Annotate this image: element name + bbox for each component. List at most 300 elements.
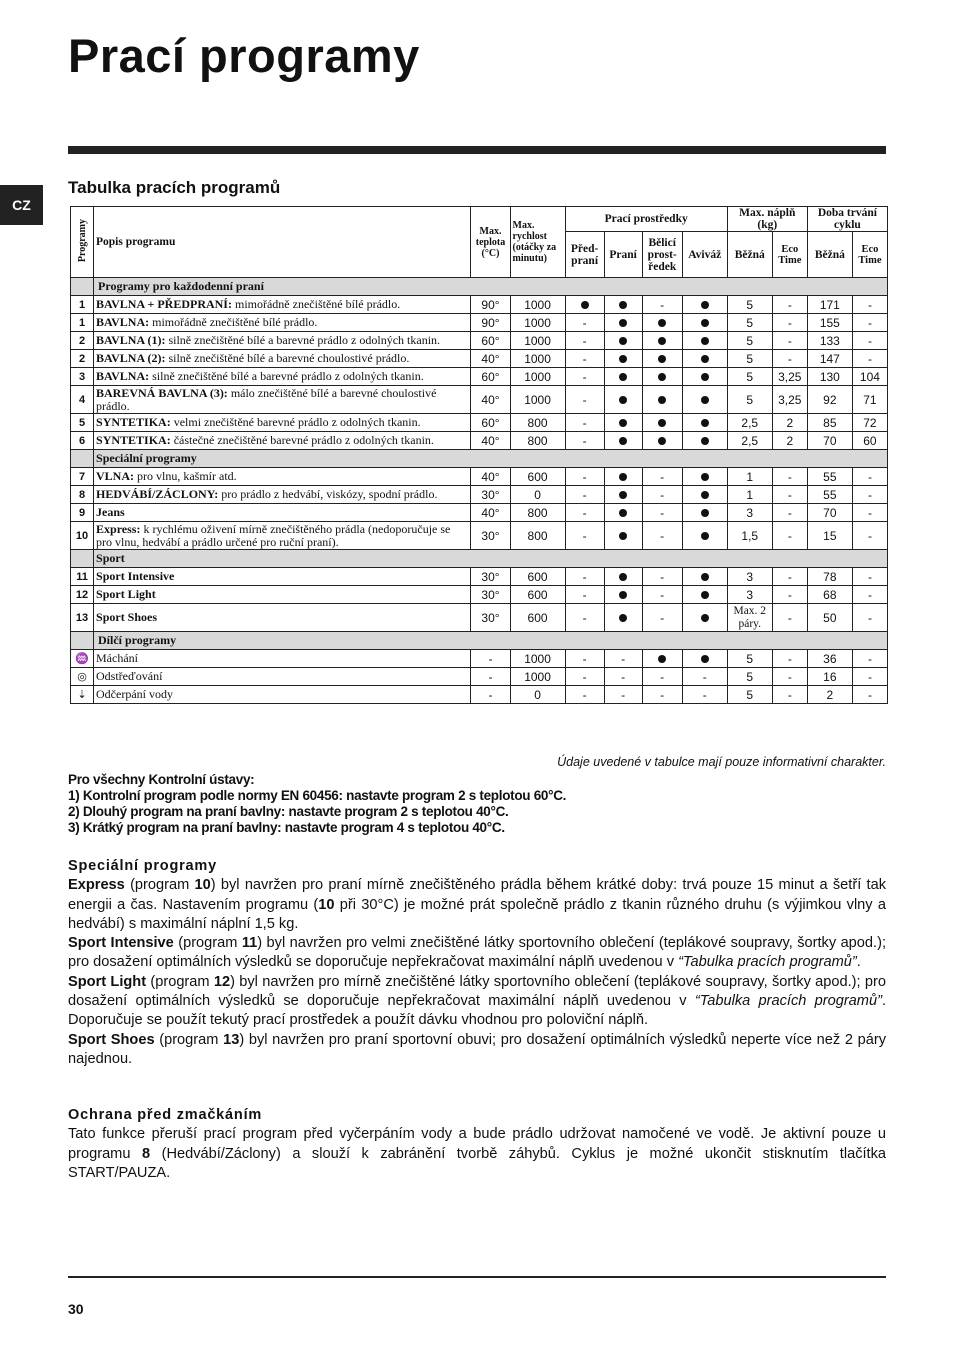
cell-pre: - bbox=[565, 604, 604, 632]
bullet-dot bbox=[701, 655, 709, 663]
program-number: 7 bbox=[71, 468, 94, 486]
cell-load: 3 bbox=[727, 504, 772, 522]
col-prani: Praní bbox=[604, 232, 642, 278]
bullet-dot bbox=[701, 319, 709, 327]
cell-load: 3 bbox=[727, 568, 772, 586]
cell-soft bbox=[682, 568, 727, 586]
intensive-paragraph: Sport Intensive (program 11) byl navržen pro velmi znečištěné látky sportovního oblečení (teplákové soupravy, šortky apod.); pro dosažení optimálních výsledků se doporučuje nepřekračovat maximální náplň uvedenou v “Tabulka pracích programů”. bbox=[68, 935, 887, 971]
cell-soft bbox=[682, 650, 727, 668]
bullet-dot bbox=[658, 373, 666, 381]
table-row bbox=[71, 522, 888, 550]
table-row bbox=[71, 296, 888, 314]
cell-dur: 2 bbox=[807, 686, 852, 704]
cell-dur-eco: 104 bbox=[852, 368, 887, 386]
cell-dur-eco: - bbox=[852, 686, 887, 704]
crease-paragraph: Tato funkce přeruší prací program před vyčerpáním vody a bude prádlo udržovat namočené ve vodě. Je aktivní pouze u programu 8 (Hedvábí/Záclony) a slouží k zabránění tvorbě záhybů. Cyklus je možné ukončit stisknutím tlačítka START/PAUZA. bbox=[68, 1126, 887, 1181]
cell-speed: 600 bbox=[510, 604, 565, 632]
control-note-line: 3) Krátký program na praní bavlny: nastavte program 4 s teplotou 40°C. bbox=[68, 820, 505, 835]
program-detail: mimořádně znečištěné bílé prádlo. bbox=[149, 315, 318, 329]
cell-dur: 55 bbox=[807, 468, 852, 486]
cell-load: Max. 2 páry. bbox=[727, 604, 772, 632]
cell-temp: 60° bbox=[471, 332, 510, 350]
table-row bbox=[71, 468, 888, 486]
bullet-dot bbox=[619, 509, 627, 517]
cell-wash bbox=[604, 414, 642, 432]
bullet-dot bbox=[619, 301, 627, 309]
program-description bbox=[94, 368, 471, 386]
cell-bleach: - bbox=[642, 296, 682, 314]
bullet-dot bbox=[701, 591, 709, 599]
program-detail: pro vlnu, kašmír atd. bbox=[134, 469, 237, 483]
cell-load-eco: 2 bbox=[772, 414, 807, 432]
cell-dur: 55 bbox=[807, 486, 852, 504]
cell-load: 5 bbox=[727, 386, 772, 414]
cell-speed: 600 bbox=[510, 586, 565, 604]
cell-load: 1 bbox=[727, 486, 772, 504]
cell-bleach: - bbox=[642, 686, 682, 704]
bullet-dot bbox=[701, 355, 709, 363]
cell-dur: 130 bbox=[807, 368, 852, 386]
program-detail: málo znečištěné bílé a barevné choulostivé prádlo. bbox=[96, 385, 437, 413]
table-section-row bbox=[71, 450, 888, 468]
cell-load-eco: - bbox=[772, 468, 807, 486]
crease-heading: Ochrana před zmačkáním bbox=[68, 1107, 263, 1123]
bullet-dot bbox=[701, 509, 709, 517]
page-number: 30 bbox=[68, 1301, 84, 1317]
program-number: 10 bbox=[71, 522, 94, 550]
cell-wash bbox=[604, 350, 642, 368]
table-row bbox=[71, 504, 888, 522]
program-name: BAVLNA (1): bbox=[96, 333, 166, 347]
cell-dur-eco: - bbox=[852, 468, 887, 486]
cell-dur: 70 bbox=[807, 432, 852, 450]
bullet-dot bbox=[619, 473, 627, 481]
cell-load: 5 bbox=[727, 350, 772, 368]
cell-temp: 90° bbox=[471, 314, 510, 332]
cell-temp: - bbox=[471, 686, 510, 704]
program-number: 2 bbox=[71, 332, 94, 350]
cell-speed: 600 bbox=[510, 568, 565, 586]
program-number: 13 bbox=[71, 604, 94, 632]
table-section-row bbox=[71, 550, 888, 568]
col-belici: Bělicí prost-ředek bbox=[642, 232, 682, 278]
bullet-dot bbox=[619, 319, 627, 327]
bullet-dot bbox=[619, 337, 627, 345]
header-rule bbox=[68, 146, 886, 154]
table-row bbox=[71, 686, 888, 704]
bullet-dot bbox=[701, 337, 709, 345]
cell-wash bbox=[604, 386, 642, 414]
program-number: 4 bbox=[71, 386, 94, 414]
cell-load: 5 bbox=[727, 650, 772, 668]
bullet-dot bbox=[658, 437, 666, 445]
program-detail: Odčerpání vody bbox=[96, 687, 173, 701]
cell-load-eco: 3,25 bbox=[772, 386, 807, 414]
cell-speed: 0 bbox=[510, 486, 565, 504]
cell-dur: 133 bbox=[807, 332, 852, 350]
special-programs-section bbox=[68, 857, 886, 1069]
bullet-dot bbox=[658, 355, 666, 363]
program-detail: velmi znečištěné barevné prádlo z odolných tkanin. bbox=[170, 415, 421, 429]
col-rychlost: Max. rychlost (otáčky za minutu) bbox=[510, 207, 565, 278]
cell-soft bbox=[682, 604, 727, 632]
cell-speed: 1000 bbox=[510, 650, 565, 668]
program-table bbox=[70, 206, 888, 704]
cell-dur: 36 bbox=[807, 650, 852, 668]
bullet-dot bbox=[658, 419, 666, 427]
table-row bbox=[71, 432, 888, 450]
table-section-row bbox=[71, 278, 888, 296]
program-description bbox=[94, 386, 471, 414]
cell-wash bbox=[604, 504, 642, 522]
bullet-dot bbox=[658, 396, 666, 404]
bullet-dot bbox=[619, 396, 627, 404]
cell-soft bbox=[682, 468, 727, 486]
special-heading: Speciální programy bbox=[68, 858, 217, 874]
bullet-dot bbox=[658, 655, 666, 663]
table-row bbox=[71, 586, 888, 604]
cell-bleach bbox=[642, 314, 682, 332]
table-section-row bbox=[71, 632, 888, 650]
cell-load: 3 bbox=[727, 586, 772, 604]
table-row bbox=[71, 314, 888, 332]
program-description bbox=[94, 522, 471, 550]
program-detail: Máchání bbox=[96, 651, 138, 665]
cell-wash: - bbox=[604, 650, 642, 668]
cell-load: 5 bbox=[727, 668, 772, 686]
cell-pre: - bbox=[565, 486, 604, 504]
cell-wash bbox=[604, 368, 642, 386]
bullet-dot bbox=[701, 301, 709, 309]
cell-soft bbox=[682, 386, 727, 414]
bullet-dot bbox=[701, 373, 709, 381]
cell-load-eco: 3,25 bbox=[772, 368, 807, 386]
cell-pre: - bbox=[565, 350, 604, 368]
program-name: Sport Light bbox=[96, 587, 156, 601]
program-number: 12 bbox=[71, 586, 94, 604]
cell-pre: - bbox=[565, 386, 604, 414]
cell-pre: - bbox=[565, 314, 604, 332]
cell-speed: 600 bbox=[510, 468, 565, 486]
cell-load-eco: - bbox=[772, 332, 807, 350]
cell-load: 2,5 bbox=[727, 414, 772, 432]
bullet-dot bbox=[619, 373, 627, 381]
program-detail: částečné znečištěné barevné prádlo z odolných tkanin. bbox=[170, 433, 434, 447]
table-row bbox=[71, 568, 888, 586]
cell-bleach: - bbox=[642, 668, 682, 686]
cell-speed: 1000 bbox=[510, 668, 565, 686]
program-number: 9 bbox=[71, 504, 94, 522]
cell-dur-eco: - bbox=[852, 486, 887, 504]
program-name: HEDVÁBÍ/ZÁCLONY: bbox=[96, 487, 219, 501]
cell-temp: 30° bbox=[471, 486, 510, 504]
col-doba-eco: Eco Time bbox=[852, 232, 887, 278]
cell-dur: 155 bbox=[807, 314, 852, 332]
cell-wash bbox=[604, 568, 642, 586]
program-name: Sport Intensive bbox=[96, 569, 175, 583]
cell-load-eco: - bbox=[772, 296, 807, 314]
cell-temp: 30° bbox=[471, 604, 510, 632]
cell-pre: - bbox=[565, 414, 604, 432]
cell-soft bbox=[682, 522, 727, 550]
program-description bbox=[94, 650, 471, 668]
cell-dur: 78 bbox=[807, 568, 852, 586]
cell-soft bbox=[682, 432, 727, 450]
table-row bbox=[71, 486, 888, 504]
cell-wash bbox=[604, 586, 642, 604]
cell-temp: 40° bbox=[471, 504, 510, 522]
bullet-dot bbox=[701, 573, 709, 581]
cell-load: 1 bbox=[727, 468, 772, 486]
program-name: SYNTETIKA: bbox=[96, 415, 171, 429]
program-name: Express: bbox=[96, 521, 141, 536]
cell-load: 5 bbox=[727, 686, 772, 704]
program-name: BAREVNÁ BAVLNA (3): bbox=[96, 385, 228, 400]
cell-soft: - bbox=[682, 668, 727, 686]
cell-temp: 30° bbox=[471, 568, 510, 586]
bullet-dot bbox=[619, 532, 627, 540]
section-title-cell: Speciální programy bbox=[94, 450, 888, 468]
cell-pre: - bbox=[565, 522, 604, 550]
cell-load-eco: - bbox=[772, 604, 807, 632]
cell-bleach bbox=[642, 386, 682, 414]
table-row bbox=[71, 386, 888, 414]
section-spacer bbox=[71, 450, 94, 468]
bullet-dot bbox=[619, 437, 627, 445]
col-prostredky: Prací prostředky bbox=[565, 207, 727, 232]
cell-wash bbox=[604, 486, 642, 504]
control-note-line: 2) Dlouhý program na praní bavlny: nastavte program 2 s teplotou 40°C. bbox=[68, 804, 509, 819]
table-row bbox=[71, 414, 888, 432]
program-description bbox=[94, 686, 471, 704]
table-row bbox=[71, 668, 888, 686]
cell-dur: 50 bbox=[807, 604, 852, 632]
col-doba-bezna: Běžná bbox=[807, 232, 852, 278]
cell-soft bbox=[682, 586, 727, 604]
program-number: 1 bbox=[71, 296, 94, 314]
cell-bleach: - bbox=[642, 522, 682, 550]
cell-load-eco: - bbox=[772, 586, 807, 604]
program-detail: pro prádlo z hedvábí, viskózy, spodní prádlo. bbox=[218, 487, 438, 501]
program-detail: silně znečištěné bílé a barevné choulostivé prádlo. bbox=[165, 351, 410, 365]
bullet-dot bbox=[701, 419, 709, 427]
language-tab: CZ bbox=[0, 185, 43, 225]
cell-bleach bbox=[642, 350, 682, 368]
cell-pre: - bbox=[565, 650, 604, 668]
cell-dur-eco: 60 bbox=[852, 432, 887, 450]
cell-dur-eco: - bbox=[852, 650, 887, 668]
cell-pre: - bbox=[565, 668, 604, 686]
bullet-dot bbox=[658, 337, 666, 345]
cell-pre: - bbox=[565, 586, 604, 604]
cell-soft bbox=[682, 314, 727, 332]
program-description bbox=[94, 314, 471, 332]
cell-dur: 147 bbox=[807, 350, 852, 368]
cell-bleach bbox=[642, 432, 682, 450]
bullet-dot bbox=[619, 591, 627, 599]
col-avivaz: Aviváž bbox=[682, 232, 727, 278]
control-note-line: 1) Kontrolní program podle normy EN 60456: nastavte program 2 s teplotou 60°C. bbox=[68, 788, 567, 803]
cell-pre: - bbox=[565, 368, 604, 386]
bullet-dot bbox=[619, 419, 627, 427]
cell-temp: 90° bbox=[471, 296, 510, 314]
cell-pre: - bbox=[565, 686, 604, 704]
cell-wash bbox=[604, 332, 642, 350]
cell-speed: 1000 bbox=[510, 386, 565, 414]
table-row bbox=[71, 368, 888, 386]
express-paragraph: Express (program 10) byl navržen pro praní mírně znečištěného prádla během krátké doby: trvá pouze 15 minut a šetří tak energii a čas. Nastavením programu (10 při 30°C) je možné prát společně prádlo z tkanin různého druhu (s výjimkou vlny a hedvábí) s maximální náplní 1,5 kg. bbox=[68, 877, 886, 932]
cell-temp: 60° bbox=[471, 368, 510, 386]
program-name: BAVLNA: bbox=[96, 315, 150, 329]
section-title-cell: Sport bbox=[94, 550, 888, 568]
cell-bleach bbox=[642, 414, 682, 432]
page-title: Prací programy bbox=[68, 29, 420, 82]
bullet-dot bbox=[701, 473, 709, 481]
program-detail: silně znečištěné bílé a barevné prádlo z odolných tkanin. bbox=[165, 333, 441, 347]
cell-pre: - bbox=[565, 568, 604, 586]
col-teplota: Max. teplota (°C) bbox=[471, 207, 510, 278]
cell-speed: 1000 bbox=[510, 296, 565, 314]
cell-dur-eco: 71 bbox=[852, 386, 887, 414]
cell-dur: 68 bbox=[807, 586, 852, 604]
cell-pre: - bbox=[565, 468, 604, 486]
cell-temp: 40° bbox=[471, 386, 510, 414]
bullet-dot bbox=[701, 532, 709, 540]
table-row bbox=[71, 350, 888, 368]
cell-temp: 40° bbox=[471, 350, 510, 368]
program-detail: Odstřeďování bbox=[96, 669, 163, 683]
cell-wash bbox=[604, 468, 642, 486]
footer-rule bbox=[68, 1276, 886, 1278]
cell-load: 2,5 bbox=[727, 432, 772, 450]
program-detail: silně znečištěné bílé a barevné prádlo z odolných tkanin. bbox=[149, 369, 424, 383]
bullet-dot bbox=[619, 355, 627, 363]
cell-soft bbox=[682, 486, 727, 504]
cell-soft: - bbox=[682, 686, 727, 704]
cell-load-eco: - bbox=[772, 650, 807, 668]
cell-speed: 1000 bbox=[510, 368, 565, 386]
cell-bleach bbox=[642, 332, 682, 350]
control-notes bbox=[68, 772, 566, 836]
cell-dur-eco: - bbox=[852, 522, 887, 550]
section-title: Tabulka pracích programů bbox=[68, 178, 281, 197]
cell-soft bbox=[682, 296, 727, 314]
program-description bbox=[94, 468, 471, 486]
cell-dur-eco: - bbox=[852, 296, 887, 314]
program-name: VLNA: bbox=[96, 469, 135, 483]
cell-soft bbox=[682, 350, 727, 368]
program-number: 2 bbox=[71, 350, 94, 368]
cell-temp: - bbox=[471, 650, 510, 668]
cell-dur-eco: - bbox=[852, 350, 887, 368]
cell-dur-eco: - bbox=[852, 604, 887, 632]
bullet-dot bbox=[619, 614, 627, 622]
bullet-dot bbox=[701, 437, 709, 445]
program-number: 5 bbox=[71, 414, 94, 432]
cell-load-eco: - bbox=[772, 686, 807, 704]
col-napln-eco: Eco Time bbox=[772, 232, 807, 278]
cell-pre bbox=[565, 296, 604, 314]
light-paragraph: Sport Light (program 12) byl navržen pro mírně znečištěné látky sportovního oblečení (teplákové soupravy, šortky apod.); pro dosažení optimálních výsledků se doporučuje nepřekračovat maximální náplň uvedenou v “Tabulka pracích programů”. Doporučuje se použít tekutý prací prostředek a použít dávku vhodnou pro poloviční náplň. bbox=[68, 973, 886, 1029]
col-popis: Popis programu bbox=[94, 207, 471, 278]
cell-soft bbox=[682, 368, 727, 386]
table-row bbox=[71, 650, 888, 668]
cell-speed: 800 bbox=[510, 432, 565, 450]
cell-dur-eco: - bbox=[852, 332, 887, 350]
program-description bbox=[94, 668, 471, 686]
section-spacer bbox=[71, 550, 94, 568]
section-title-cell: Programy pro každodenní praní bbox=[94, 278, 888, 296]
cell-speed: 800 bbox=[510, 522, 565, 550]
cell-bleach: - bbox=[642, 568, 682, 586]
bullet-dot bbox=[701, 491, 709, 499]
cell-dur-eco: 72 bbox=[852, 414, 887, 432]
program-description bbox=[94, 296, 471, 314]
program-description bbox=[94, 486, 471, 504]
table-note: Údaje uvedené v tabulce mají pouze informativní charakter. bbox=[557, 755, 886, 769]
cell-speed: 1000 bbox=[510, 332, 565, 350]
cell-dur-eco: - bbox=[852, 504, 887, 522]
spin-icon: ◎ bbox=[71, 668, 94, 686]
cell-load: 5 bbox=[727, 296, 772, 314]
program-number: 1 bbox=[71, 314, 94, 332]
cell-soft bbox=[682, 504, 727, 522]
cell-dur: 92 bbox=[807, 386, 852, 414]
cell-temp: - bbox=[471, 668, 510, 686]
crease-section bbox=[68, 1106, 886, 1183]
cell-wash: - bbox=[604, 686, 642, 704]
cell-load-eco: - bbox=[772, 486, 807, 504]
program-description bbox=[94, 604, 471, 632]
cell-temp: 30° bbox=[471, 586, 510, 604]
program-number: 8 bbox=[71, 486, 94, 504]
col-programy: Programy bbox=[71, 207, 94, 278]
cell-dur: 171 bbox=[807, 296, 852, 314]
cell-speed: 1000 bbox=[510, 314, 565, 332]
cell-bleach: - bbox=[642, 586, 682, 604]
col-predprani: Před-praní bbox=[565, 232, 604, 278]
cell-wash bbox=[604, 296, 642, 314]
cell-load-eco: - bbox=[772, 350, 807, 368]
cell-bleach bbox=[642, 650, 682, 668]
cell-speed: 0 bbox=[510, 686, 565, 704]
bullet-dot bbox=[701, 614, 709, 622]
control-note-line: Pro všechny Kontrolní ústavy: bbox=[68, 772, 255, 787]
shoes-paragraph: Sport Shoes (program 13) byl navržen pro praní sportovní obuvi; pro dosažení optimálních výsledků neperte více než 2 páry najednou. bbox=[68, 1031, 887, 1067]
cell-wash bbox=[604, 432, 642, 450]
cell-bleach: - bbox=[642, 468, 682, 486]
program-description bbox=[94, 414, 471, 432]
program-name: Sport Shoes bbox=[96, 610, 158, 624]
section-spacer bbox=[71, 278, 94, 296]
cell-wash bbox=[604, 604, 642, 632]
program-name: Jeans bbox=[96, 505, 125, 519]
cell-soft bbox=[682, 414, 727, 432]
program-description bbox=[94, 332, 471, 350]
program-name: BAVLNA + PŘEDPRANÍ: bbox=[96, 297, 232, 311]
program-name: BAVLNA (2): bbox=[96, 351, 166, 365]
cell-dur: 16 bbox=[807, 668, 852, 686]
cell-temp: 30° bbox=[471, 522, 510, 550]
bullet-dot bbox=[581, 301, 589, 309]
bullet-dot bbox=[658, 319, 666, 327]
cell-dur: 15 bbox=[807, 522, 852, 550]
cell-speed: 800 bbox=[510, 504, 565, 522]
program-detail: k rychlému oživení mírně znečištěného prádla (nedoporučuje se pro vlnu, hedvábí a prádlo určené pro ruční praní). bbox=[96, 521, 451, 549]
cell-pre: - bbox=[565, 332, 604, 350]
cell-wash bbox=[604, 522, 642, 550]
program-description bbox=[94, 350, 471, 368]
